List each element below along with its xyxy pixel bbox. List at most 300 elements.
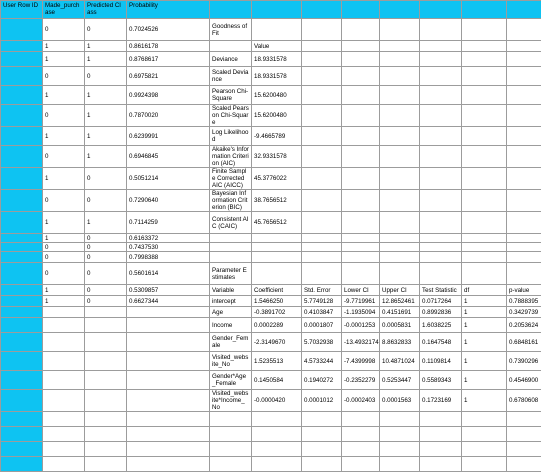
params-column-header[interactable]: Variable	[210, 285, 252, 296]
grid-cell[interactable]	[1, 19, 43, 41]
params-value[interactable]: 0.2053624	[507, 318, 541, 333]
grid-cell[interactable]	[252, 1, 302, 19]
grid-cell[interactable]	[127, 442, 210, 457]
probability-cell[interactable]: 0.7290640	[127, 190, 210, 212]
grid-cell[interactable]	[210, 427, 252, 442]
params-value[interactable]: 1	[462, 318, 507, 333]
grid-cell[interactable]	[210, 442, 252, 457]
grid-cell[interactable]	[342, 19, 380, 41]
grid-cell[interactable]	[252, 243, 302, 252]
params-value[interactable]: 0.6780608	[507, 390, 541, 412]
grid-cell[interactable]	[85, 390, 127, 412]
grid-cell[interactable]	[342, 190, 380, 212]
grid-cell[interactable]	[380, 243, 420, 252]
params-value[interactable]: 0.8992836	[420, 307, 462, 318]
grid-cell[interactable]	[380, 1, 420, 19]
grid-cell[interactable]	[380, 263, 420, 285]
grid-cell[interactable]	[302, 263, 342, 285]
grid-cell[interactable]	[380, 442, 420, 457]
grid-cell[interactable]	[43, 371, 85, 390]
params-value[interactable]: 10.4871024	[380, 352, 420, 371]
made-purchase-cell[interactable]: 0	[43, 190, 85, 212]
probability-cell[interactable]: 0.6627344	[127, 296, 210, 307]
params-variable[interactable]: Gender_Female	[210, 333, 252, 352]
grid-cell[interactable]	[1, 352, 43, 371]
made-purchase-cell[interactable]: 1	[43, 41, 85, 52]
params-value[interactable]: 0.4103847	[302, 307, 342, 318]
grid-cell[interactable]	[420, 457, 462, 472]
grid-cell[interactable]	[507, 168, 541, 190]
params-value[interactable]: 0.0002289	[252, 318, 302, 333]
grid-cell[interactable]	[420, 1, 462, 19]
grid-cell[interactable]	[462, 1, 507, 19]
grid-cell[interactable]	[1, 146, 43, 168]
params-column-header[interactable]: Test Statistic	[420, 285, 462, 296]
probability-cell[interactable]: 0.7437530	[127, 243, 210, 252]
grid-cell[interactable]	[380, 212, 420, 234]
grid-cell[interactable]	[210, 412, 252, 427]
probability-cell[interactable]: 0.7870020	[127, 105, 210, 127]
grid-cell[interactable]	[43, 352, 85, 371]
made-purchase-cell[interactable]: 0	[43, 146, 85, 168]
grid-cell[interactable]	[302, 41, 342, 52]
grid-cell[interactable]	[252, 457, 302, 472]
grid-cell[interactable]	[342, 412, 380, 427]
params-value[interactable]: 1.6038225	[420, 318, 462, 333]
grid-cell[interactable]	[342, 86, 380, 105]
grid-cell[interactable]	[302, 127, 342, 146]
grid-cell[interactable]	[1, 285, 43, 296]
grid-cell[interactable]	[43, 307, 85, 318]
grid-cell[interactable]	[1, 442, 43, 457]
grid-cell[interactable]	[210, 234, 252, 243]
grid-cell[interactable]	[43, 457, 85, 472]
predicted-class-cell[interactable]: 1	[85, 41, 127, 52]
predicted-class-cell[interactable]: 1	[85, 86, 127, 105]
grid-cell[interactable]	[380, 67, 420, 86]
params-column-header[interactable]: Lower CI	[342, 285, 380, 296]
grid-cell[interactable]	[302, 243, 342, 252]
grid-cell[interactable]	[85, 371, 127, 390]
params-value[interactable]: 4.5733244	[302, 352, 342, 371]
params-value[interactable]: 1	[462, 390, 507, 412]
grid-cell[interactable]	[127, 352, 210, 371]
grid-cell[interactable]	[507, 442, 541, 457]
fit-stat-value[interactable]: 38.7656512	[252, 190, 302, 212]
params-value[interactable]: -13.4932174	[342, 333, 380, 352]
grid-cell[interactable]	[1, 243, 43, 252]
grid-cell[interactable]	[380, 190, 420, 212]
grid-cell[interactable]	[380, 252, 420, 263]
params-value[interactable]: -0.0000420	[252, 390, 302, 412]
params-variable[interactable]: Visited_website_No	[210, 352, 252, 371]
predicted-class-cell[interactable]: 0	[85, 285, 127, 296]
grid-cell[interactable]	[1, 212, 43, 234]
grid-cell[interactable]	[507, 127, 541, 146]
grid-cell[interactable]	[342, 457, 380, 472]
grid-cell[interactable]	[302, 146, 342, 168]
grid-cell[interactable]	[252, 19, 302, 41]
fit-stat-value[interactable]: 18.9331578	[252, 67, 302, 86]
params-variable[interactable]: Visited_website*Income_No	[210, 390, 252, 412]
probability-cell[interactable]: 0.7998388	[127, 252, 210, 263]
probability-cell[interactable]: 0.7114259	[127, 212, 210, 234]
grid-cell[interactable]	[1, 67, 43, 86]
probability-cell[interactable]: 0.6975821	[127, 67, 210, 86]
fit-title[interactable]: Goodness of Fit	[210, 19, 252, 41]
grid-cell[interactable]	[420, 234, 462, 243]
grid-cell[interactable]	[85, 412, 127, 427]
grid-cell[interactable]	[127, 318, 210, 333]
grid-cell[interactable]	[507, 41, 541, 52]
grid-cell[interactable]	[1, 307, 43, 318]
grid-cell[interactable]	[252, 252, 302, 263]
grid-cell[interactable]	[1, 390, 43, 412]
params-variable[interactable]: intercept	[210, 296, 252, 307]
made-purchase-cell[interactable]: 1	[43, 234, 85, 243]
grid-cell[interactable]	[1, 296, 43, 307]
grid-cell[interactable]	[302, 190, 342, 212]
grid-cell[interactable]	[380, 19, 420, 41]
grid-cell[interactable]	[302, 19, 342, 41]
made-purchase-cell[interactable]: 1	[43, 127, 85, 146]
grid-cell[interactable]	[462, 252, 507, 263]
fit-stat-value[interactable]: 45.7656512	[252, 212, 302, 234]
params-value[interactable]: 0.1109814	[420, 352, 462, 371]
predicted-class-cell[interactable]: 0	[85, 67, 127, 86]
predicted-class-cell[interactable]: 1	[85, 105, 127, 127]
fit-stat-value[interactable]: 45.3776022	[252, 168, 302, 190]
params-column-header[interactable]: Std. Error	[302, 285, 342, 296]
grid-cell[interactable]	[1, 457, 43, 472]
grid-cell[interactable]	[302, 457, 342, 472]
params-value[interactable]: 0.4151691	[380, 307, 420, 318]
made-purchase-cell[interactable]: 1	[43, 86, 85, 105]
grid-cell[interactable]	[462, 105, 507, 127]
made-purchase-cell[interactable]: 0	[43, 67, 85, 86]
column-header[interactable]: Predicted Class	[85, 1, 127, 19]
predicted-class-cell[interactable]: 1	[85, 52, 127, 67]
grid-cell[interactable]	[210, 457, 252, 472]
params-column-header[interactable]: Upper CI	[380, 285, 420, 296]
grid-cell[interactable]	[507, 86, 541, 105]
grid-cell[interactable]	[127, 390, 210, 412]
grid-cell[interactable]	[420, 263, 462, 285]
grid-cell[interactable]	[420, 86, 462, 105]
grid-cell[interactable]	[43, 412, 85, 427]
grid-cell[interactable]	[302, 52, 342, 67]
grid-cell[interactable]	[302, 86, 342, 105]
grid-cell[interactable]	[127, 457, 210, 472]
predicted-class-cell[interactable]: 0	[85, 190, 127, 212]
grid-cell[interactable]	[420, 127, 462, 146]
fit-stat-value[interactable]: 32.9331578	[252, 146, 302, 168]
probability-cell[interactable]: 0.6163372	[127, 234, 210, 243]
probability-cell[interactable]: 0.5601614	[127, 263, 210, 285]
params-value[interactable]: 0.7390296	[507, 352, 541, 371]
grid-cell[interactable]	[1, 263, 43, 285]
grid-cell[interactable]	[420, 212, 462, 234]
grid-cell[interactable]	[462, 146, 507, 168]
grid-cell[interactable]	[420, 190, 462, 212]
fit-stat-label[interactable]: Log Likelihood	[210, 127, 252, 146]
fit-value-header[interactable]: Value	[252, 41, 302, 52]
grid-cell[interactable]	[507, 243, 541, 252]
params-value[interactable]: 1.5235513	[252, 352, 302, 371]
params-variable[interactable]: Age	[210, 307, 252, 318]
grid-cell[interactable]	[210, 252, 252, 263]
grid-cell[interactable]	[127, 412, 210, 427]
grid-cell[interactable]	[507, 427, 541, 442]
fit-stat-label[interactable]: Consistent AIC (CAIC)	[210, 212, 252, 234]
grid-cell[interactable]	[507, 263, 541, 285]
params-value[interactable]: 1	[462, 371, 507, 390]
grid-cell[interactable]	[462, 19, 507, 41]
grid-cell[interactable]	[380, 234, 420, 243]
grid-cell[interactable]	[507, 52, 541, 67]
grid-cell[interactable]	[342, 1, 380, 19]
grid-cell[interactable]	[252, 234, 302, 243]
params-value[interactable]: 0.0005831	[380, 318, 420, 333]
grid-cell[interactable]	[1, 371, 43, 390]
params-title[interactable]: Parameter Estimates	[210, 263, 252, 285]
made-purchase-cell[interactable]: 1	[43, 285, 85, 296]
grid-cell[interactable]	[420, 146, 462, 168]
grid-cell[interactable]	[302, 427, 342, 442]
grid-cell[interactable]	[462, 41, 507, 52]
grid-cell[interactable]	[85, 352, 127, 371]
made-purchase-cell[interactable]: 0	[43, 263, 85, 285]
probability-cell[interactable]: 0.7024526	[127, 19, 210, 41]
grid-cell[interactable]	[380, 127, 420, 146]
grid-cell[interactable]	[420, 41, 462, 52]
grid-cell[interactable]	[380, 412, 420, 427]
grid-cell[interactable]	[342, 168, 380, 190]
grid-cell[interactable]	[342, 67, 380, 86]
params-value[interactable]: 0.1647548	[420, 333, 462, 352]
grid-cell[interactable]	[210, 41, 252, 52]
made-purchase-cell[interactable]: 1	[43, 212, 85, 234]
grid-cell[interactable]	[507, 190, 541, 212]
grid-cell[interactable]	[85, 427, 127, 442]
grid-cell[interactable]	[342, 263, 380, 285]
params-value[interactable]: 12.8652461	[380, 296, 420, 307]
grid-cell[interactable]	[252, 412, 302, 427]
fit-stat-label[interactable]: Akaike's Information Criterion (AIC)	[210, 146, 252, 168]
grid-cell[interactable]	[420, 442, 462, 457]
grid-cell[interactable]	[302, 252, 342, 263]
grid-cell[interactable]	[1, 190, 43, 212]
fit-stat-value[interactable]: 18.9331578	[252, 52, 302, 67]
grid-cell[interactable]	[127, 371, 210, 390]
grid-cell[interactable]	[43, 427, 85, 442]
grid-cell[interactable]	[302, 1, 342, 19]
grid-cell[interactable]	[127, 333, 210, 352]
params-value[interactable]: 0.1450584	[252, 371, 302, 390]
grid-cell[interactable]	[1, 412, 43, 427]
probability-cell[interactable]: 0.8768617	[127, 52, 210, 67]
grid-cell[interactable]	[43, 318, 85, 333]
grid-cell[interactable]	[462, 127, 507, 146]
grid-cell[interactable]	[302, 442, 342, 457]
fit-stat-label[interactable]: Scaled Deviance	[210, 67, 252, 86]
params-value[interactable]: 8.8632833	[380, 333, 420, 352]
made-purchase-cell[interactable]: 1	[43, 52, 85, 67]
grid-cell[interactable]	[342, 252, 380, 263]
grid-cell[interactable]	[342, 442, 380, 457]
params-value[interactable]: 0.0001563	[380, 390, 420, 412]
predicted-class-cell[interactable]: 0	[85, 168, 127, 190]
grid-cell[interactable]	[342, 234, 380, 243]
grid-cell[interactable]	[420, 412, 462, 427]
grid-cell[interactable]	[462, 52, 507, 67]
grid-cell[interactable]	[420, 252, 462, 263]
made-purchase-cell[interactable]: 0	[43, 243, 85, 252]
grid-cell[interactable]	[1, 41, 43, 52]
predicted-class-cell[interactable]: 0	[85, 296, 127, 307]
grid-cell[interactable]	[380, 146, 420, 168]
predicted-class-cell[interactable]: 1	[85, 212, 127, 234]
grid-cell[interactable]	[462, 212, 507, 234]
grid-cell[interactable]	[302, 168, 342, 190]
params-value[interactable]: 1	[462, 333, 507, 352]
grid-cell[interactable]	[420, 243, 462, 252]
made-purchase-cell[interactable]: 0	[43, 252, 85, 263]
made-purchase-cell[interactable]: 1	[43, 296, 85, 307]
params-value[interactable]: 1.5466250	[252, 296, 302, 307]
predicted-class-cell[interactable]: 0	[85, 263, 127, 285]
fit-stat-label[interactable]: Scaled Pearson Chi-Square	[210, 105, 252, 127]
grid-cell[interactable]	[127, 307, 210, 318]
grid-cell[interactable]	[210, 1, 252, 19]
column-header[interactable]: Made_purchase	[43, 1, 85, 19]
params-value[interactable]: 1	[462, 296, 507, 307]
fit-stat-label[interactable]: Pearson Chi-Square	[210, 86, 252, 105]
params-value[interactable]: -0.0002403	[342, 390, 380, 412]
probability-cell[interactable]: 0.5309857	[127, 285, 210, 296]
grid-cell[interactable]	[85, 442, 127, 457]
grid-cell[interactable]	[127, 427, 210, 442]
params-value[interactable]: 0.1940272	[302, 371, 342, 390]
probability-cell[interactable]: 0.6239991	[127, 127, 210, 146]
grid-cell[interactable]	[302, 67, 342, 86]
grid-cell[interactable]	[380, 427, 420, 442]
grid-cell[interactable]	[85, 318, 127, 333]
grid-cell[interactable]	[462, 168, 507, 190]
predicted-class-cell[interactable]: 1	[85, 146, 127, 168]
grid-cell[interactable]	[462, 427, 507, 442]
grid-cell[interactable]	[380, 52, 420, 67]
params-value[interactable]: 1	[462, 352, 507, 371]
grid-cell[interactable]	[462, 442, 507, 457]
grid-cell[interactable]	[252, 427, 302, 442]
params-value[interactable]: 0.4546900	[507, 371, 541, 390]
grid-cell[interactable]	[507, 234, 541, 243]
made-purchase-cell[interactable]: 1	[43, 168, 85, 190]
grid-cell[interactable]	[252, 263, 302, 285]
grid-cell[interactable]	[420, 19, 462, 41]
grid-cell[interactable]	[420, 105, 462, 127]
grid-cell[interactable]	[380, 105, 420, 127]
params-value[interactable]: 0.5589343	[420, 371, 462, 390]
grid-cell[interactable]	[380, 168, 420, 190]
grid-cell[interactable]	[43, 333, 85, 352]
fit-stat-label[interactable]: Bayesian Information Criterion (BIC)	[210, 190, 252, 212]
fit-stat-value[interactable]: -9.4665789	[252, 127, 302, 146]
grid-cell[interactable]	[1, 333, 43, 352]
grid-cell[interactable]	[85, 457, 127, 472]
grid-cell[interactable]	[1, 234, 43, 243]
probability-cell[interactable]: 0.9924398	[127, 86, 210, 105]
grid-cell[interactable]	[462, 243, 507, 252]
grid-cell[interactable]	[302, 412, 342, 427]
grid-cell[interactable]	[462, 86, 507, 105]
grid-cell[interactable]	[507, 252, 541, 263]
column-header[interactable]: Probability	[127, 1, 210, 19]
params-value[interactable]: 0.0717264	[420, 296, 462, 307]
params-variable[interactable]: Income	[210, 318, 252, 333]
grid-cell[interactable]	[342, 146, 380, 168]
column-header[interactable]: User Row ID	[1, 1, 43, 19]
grid-cell[interactable]	[507, 67, 541, 86]
fit-stat-label[interactable]: Deviance	[210, 52, 252, 67]
grid-cell[interactable]	[380, 41, 420, 52]
grid-cell[interactable]	[252, 442, 302, 457]
grid-cell[interactable]	[462, 67, 507, 86]
grid-cell[interactable]	[43, 442, 85, 457]
params-value[interactable]: 0.7888395	[507, 296, 541, 307]
fit-stat-value[interactable]: 15.6200480	[252, 86, 302, 105]
params-value[interactable]: 0.5253447	[380, 371, 420, 390]
params-value[interactable]: -9.7719961	[342, 296, 380, 307]
params-value[interactable]: 0.3429739	[507, 307, 541, 318]
grid-cell[interactable]	[420, 427, 462, 442]
grid-cell[interactable]	[1, 52, 43, 67]
grid-cell[interactable]	[462, 263, 507, 285]
params-value[interactable]: -1.1935094	[342, 307, 380, 318]
params-column-header[interactable]: p-value	[507, 285, 541, 296]
grid-cell[interactable]	[302, 105, 342, 127]
made-purchase-cell[interactable]: 0	[43, 19, 85, 41]
predicted-class-cell[interactable]: 0	[85, 252, 127, 263]
grid-cell[interactable]	[1, 427, 43, 442]
params-value[interactable]: 0.0001807	[302, 318, 342, 333]
predicted-class-cell[interactable]: 0	[85, 19, 127, 41]
grid-cell[interactable]	[342, 127, 380, 146]
params-value[interactable]: 5.7032938	[302, 333, 342, 352]
grid-cell[interactable]	[85, 307, 127, 318]
grid-cell[interactable]	[507, 457, 541, 472]
grid-cell[interactable]	[342, 243, 380, 252]
params-value[interactable]: 1	[462, 307, 507, 318]
predicted-class-cell[interactable]: 1	[85, 127, 127, 146]
grid-cell[interactable]	[1, 252, 43, 263]
grid-cell[interactable]	[507, 412, 541, 427]
params-value[interactable]: -0.2352279	[342, 371, 380, 390]
probability-cell[interactable]: 0.5051214	[127, 168, 210, 190]
params-value[interactable]: 0.0001012	[302, 390, 342, 412]
params-variable[interactable]: Gender*Age_Female	[210, 371, 252, 390]
fit-stat-value[interactable]: 15.6200480	[252, 105, 302, 127]
grid-cell[interactable]	[380, 457, 420, 472]
grid-cell[interactable]	[1, 127, 43, 146]
params-value[interactable]: -0.3891702	[252, 307, 302, 318]
grid-cell[interactable]	[420, 67, 462, 86]
params-value[interactable]: 0.1723169	[420, 390, 462, 412]
grid-cell[interactable]	[85, 333, 127, 352]
grid-cell[interactable]	[507, 105, 541, 127]
fit-stat-label[interactable]: Finite Sample Corrected AIC (AICC)	[210, 168, 252, 190]
